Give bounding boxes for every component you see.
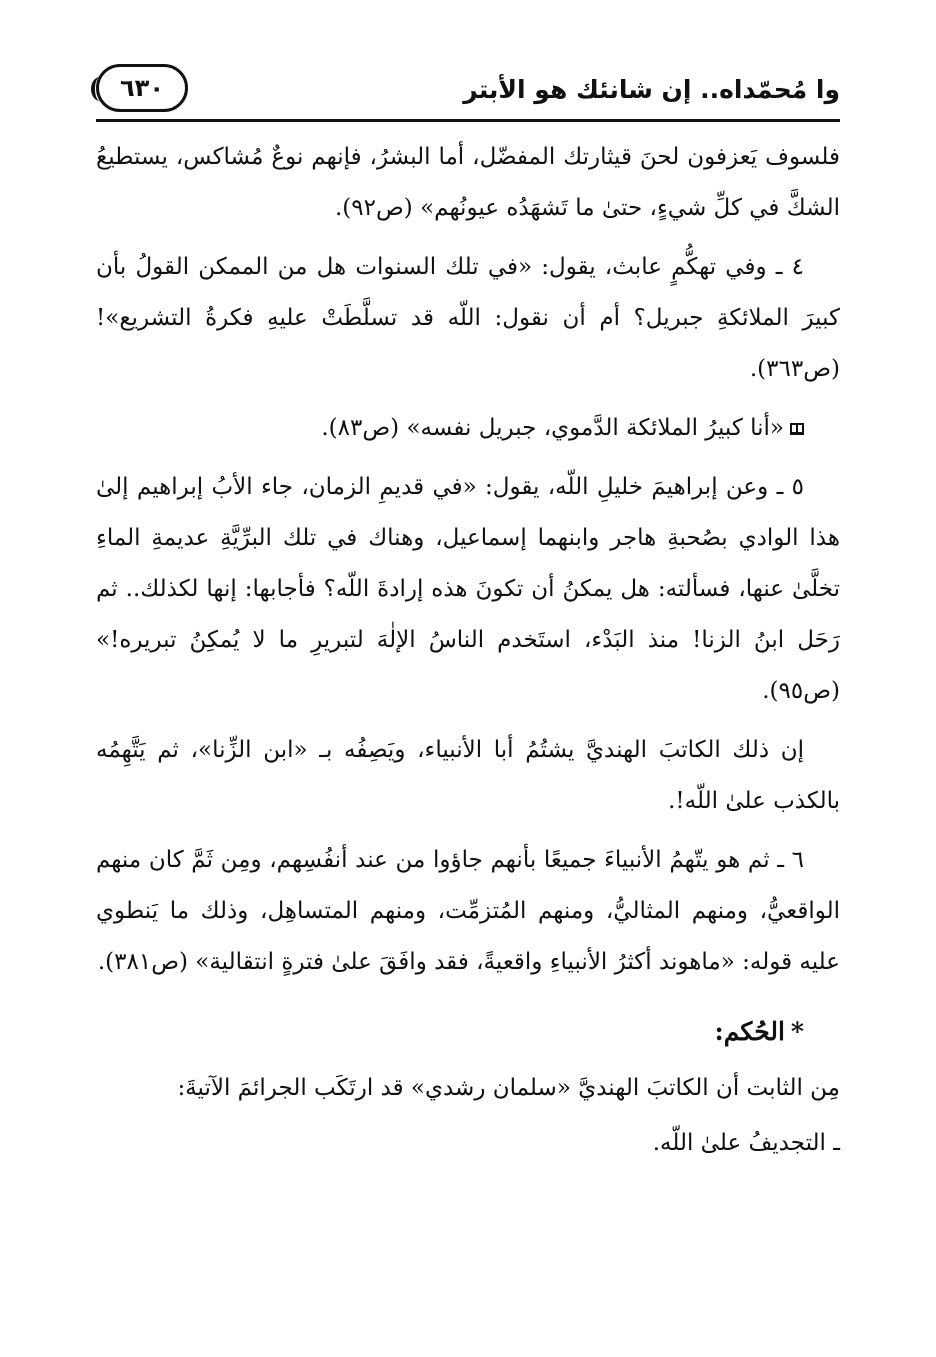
running-title: وا مُحمّداه.. إن شانئك هو الأبتر (463, 75, 840, 104)
ruling-heading (96, 1006, 804, 1057)
page-number: ٦٣٠ (120, 74, 164, 102)
paragraph-4: ٥ ـ وعن إبراهيمَ خليلِ اللّه، يقول: «في قديمِ الزمان، جاء الأبُ إبراهيم إلىٰ هذا الوادي بصُحبةِ هاجر وابنهما إسماعيل، وهناك في تلك البرِّيَّةِ عديمةِ الماءِ تخلَّىٰ عنها، فسألته: هل يمكنُ أن تكونَ هذه إرادةَ اللّه؟ فأجابها: إنها لكذلك.. ثم رَحَل ابنُ الزنا! منذ البَدْء، استَخدم الناسُ الإلٰهَ لتبريرِ ما لا يُمكِنُ تبريره!» (ص٩٥). (96, 474, 840, 704)
ruling-line-2: ـ التجديفُ علىٰ اللّه. (652, 1130, 840, 1156)
page-body (96, 132, 840, 1173)
ruling-line-1: مِن الثابت أن الكاتبَ الهنديَّ «سلمان رشدي» قد ارتَكَب الجرائمَ الآتيةَ: (177, 1075, 840, 1101)
asterisk-icon: * (790, 1017, 804, 1046)
book-icon (790, 423, 804, 435)
header-rule (96, 119, 840, 122)
paragraph-2: ٤ ـ وفي تهكُّمٍ عابث، يقول: «في تلك السنوات هل من الممكن القولُ بأن كبيرَ الملائكةِ جبريل؟ أم أن نقول: اللّه قد تسلَّطَتْ عليهِ فكرةُ التشريع»! (ص٣٦٣). (96, 254, 840, 382)
paragraph-5: إن ذلك الكاتبَ الهنديَّ يشتُمُ أبا الأنبياء، ويَصِفُه بـ «ابن الزِّنا»، ثم يَتَّهِمُه بالكذب علىٰ اللّه!. (96, 737, 840, 814)
quote-text: «أنا كبيرُ الملائكة الدَّموي، جبريل نفسه» (ص٨٣). (321, 415, 784, 441)
paragraph-1: فلسوف يَعزفون لحنَ قيثارتك المفضّل، أما البشرُ، فإنهم نوعٌ مُشاكس، يستطيعُ الشكَّ في كلِّ شيءٍ، حتىٰ ما تَشهَدُه عيونُهم» (ص٩٢). (96, 144, 840, 221)
quote-paragraph (96, 403, 840, 454)
paragraph-6: ٦ ـ ثم هو يتّهمُ الأنبياءَ جميعًا بأنهم جاؤوا من عند أنفُسِهم، ومِن ثَمَّ كان منهم الواقعيُّ، ومنهم المثاليُّ، ومنهم المُتزمِّت، ومنهم المتساهِل، وذلك ما يَنطوي عليه قوله: «ماهوند أكثرُ الأنبياءِ واقعيةً، فقد وافَقَ علىٰ فترةٍ انتقالية» (ص٣٨١). (96, 847, 840, 975)
page-number-badge (96, 64, 188, 112)
page-header (96, 60, 840, 122)
ruling-heading-text: الحُكم: (714, 1017, 785, 1046)
